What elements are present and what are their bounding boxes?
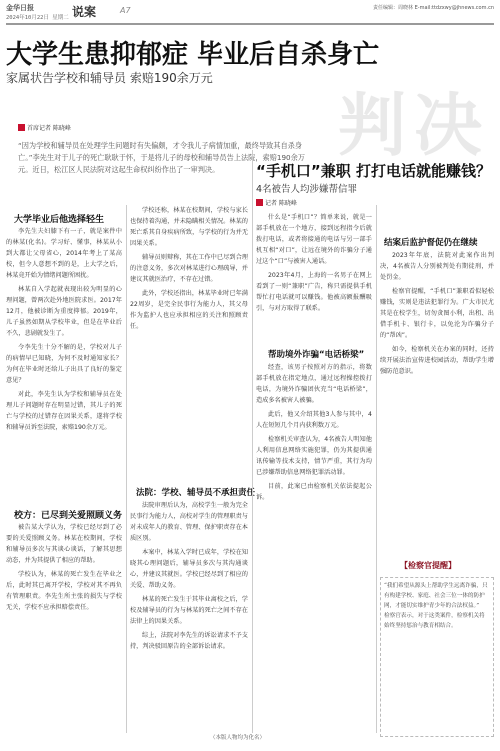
paragraph: 2023年年底，法院对此案作出判决，4名被告人分别被判处有期徒刑，并处罚金。 [380, 252, 494, 281]
main-byline-text: 首席记者 陈晓峰 [27, 125, 71, 132]
paragraph: 如今，检察机关在办案的同时，还持续开展法治宣传进校园活动，帮助学生增强防范意识。 [380, 346, 494, 375]
paragraph: 本案中，林某入学时已成年，学校在知晓其心理问题后，辅导员多次与其沟通谈心，并建议其就医。学校已经尽到了相应的关爱、帮助义务。 [130, 549, 248, 589]
section1-heading: 大学毕业后他选择轻生 [14, 215, 105, 225]
paragraph: 对此，李先生认为学校和辅导员在处理儿子问题时存在明显过错，其儿子的死亡与学校的过错存在因果关系，遂将学校和辅导员诉至法院，索赔190余万元。 [6, 391, 122, 431]
column-3b [256, 362, 372, 506]
paragraph: 综上，法院对李先生的诉讼请求不予支持，判决驳回原告的全部诉讼请求。 [130, 632, 248, 650]
editor-info: 责任编辑：周晓林 E-mail:ttdzxwy@jhnews.com.cn [373, 5, 494, 11]
section3-heading: 法院：学校、辅导员不承担责任 [136, 488, 256, 498]
side-section1-heading: 帮助境外诈骗“电话桥梁” [268, 350, 365, 360]
paragraph: 此外，学校还指出，林某毕业时已年满22周岁，是完全民事行为能力人，其父母作为监护人也应承担相应的关注和照顾责任。 [130, 290, 248, 330]
byline-marker-icon [256, 199, 263, 206]
side-section2-heading: 结案后监护督促仍在继续 [384, 238, 478, 248]
section2-heading: 校方：已尽到关爱照顾义务 [14, 511, 123, 521]
section-name: 说案 [72, 5, 97, 19]
paragraph: 此后，他又介绍其他3人参与其中，4人在短短几个月内获利数万元。 [256, 411, 372, 429]
column-1b [6, 522, 122, 616]
column-3 [256, 212, 372, 317]
footer-note: （本版人物均为化名） [210, 735, 266, 741]
side-byline-text: 记者 陈晓峰 [265, 200, 297, 207]
paragraph: 检察机关审查认为，4名被告人明知他人利用信息网络实施犯罪，仍为其提供通讯传输等技术支持，情节严重，其行为均已涉嫌帮助信息网络犯罪活动罪。 [256, 436, 372, 476]
paragraph: 什么是“手机口”？简单来说，就是一部手机放在一个地方，接到远程指令后就拨打电话，或者将接通的电话与另一部手机互相“对口”，让远在境外的诈骗分子通过这个“口”与被害人通话。 [256, 214, 372, 265]
paragraph: 令李先生十分不解的是，学校对儿子的病情早已知晓，为何不及时通知家长？为何在毕业时还给儿子出具了良好的鉴定意见？ [6, 344, 122, 384]
side-story-subtitle: 4名被告人均涉嫌帮信罪 [256, 184, 358, 195]
paragraph: 经查，该男子按照对方的指示，将数部手机放在指定地点，通过远程操控拨打电话，为境外诈骗团伙充当“电话桥梁”，造成多名被害人被骗。 [256, 364, 372, 404]
column-2 [130, 205, 248, 335]
paragraph: 林某自入学起就表现出较为明显的心理问题，曾两次赴外地医院求医。2017年12月，他被诊断为重度抑郁。2019年，儿子虽然如期从学校毕业，但是在毕业后不久，悲剧就发生了。 [6, 286, 122, 337]
lead-paragraph: “因为学校和辅导员在处理学生问题时有失偏颇，才令我儿子病情加重，最终导致其自杀身亡。”李先生对于儿子的死亡耿耿于怀，于是将儿子的母校和辅导员告上法院，索赔190余万元。近日，松江区人民法院对这起生命权纠纷作出了一审判决。 [18, 141, 305, 174]
main-byline [18, 123, 71, 132]
byline-marker-icon [18, 124, 25, 131]
paragraph: 辅导员则辩称，其在工作中已尽到合理的注意义务，多次对林某进行心理疏导，并建议其就医治疗，不存在过错。 [130, 254, 248, 283]
main-headline: 大学生患抑郁症 毕业后自杀身亡 [6, 40, 380, 70]
paragraph: 检察官表示，对于这类案件，检察机关将始终坚持惩治与教育相结合。 [384, 613, 485, 629]
paragraph: 李先生夫妇膝下有一子，就是案件中的林某(化名)。学习好、懂事，林某从小到大都让父母省心，2014年考上了某高校，但令人意想不到的是，上大学之后，林某竟开始为情绪问题所困扰。 [6, 228, 122, 279]
masthead [6, 3, 494, 25]
column-2b [130, 500, 248, 655]
paper-name: 金华日报 [6, 4, 34, 12]
side-story-title: “手机口”兼职 打打电话就能赚钱？ [256, 162, 491, 180]
paragraph: 目前，此案已由检察机关依法提起公诉。 [256, 483, 372, 501]
paragraph: “我们希望从源头上帮助学生远离诈骗，只有构建学校、家庭、社会三位一体的防护网，才能切实维护青少年的合法权益。” [384, 583, 488, 609]
paragraph: 学校还称，林某在校期间，学校与家长也保持着沟通，并未隐瞒相关情况。林某的死亡系其自身疾病所致，与学校的行为并无因果关系。 [130, 207, 248, 247]
column-4 [380, 250, 494, 380]
column-1 [6, 226, 122, 436]
decorative-judgment-text: 判决 [337, 86, 490, 166]
side-byline [256, 198, 297, 207]
paragraph: 林某的死亡发生于其毕业离校之后，学校及辅导员的行为与林某的死亡之间不存在法律上的因果关系。 [130, 596, 248, 625]
column-divider [252, 150, 253, 733]
column-divider [376, 205, 377, 733]
paragraph: 法院审理后认为，高校学生一般为完全民事行为能力人，高校对学生的管理职责与对未成年人的教育、管理、保护职责存在本质区别。 [130, 502, 248, 542]
issue-date: 2024年10月22日 星期二 [6, 15, 69, 21]
paragraph: 检察官提醒，“手机口”兼职看似轻松赚钱，实则是违法犯罪行为。广大市民尤其是在校学生，切勿贪图小利，出租、出借手机卡、银行卡，以免沦为诈骗分子的“帮凶”。 [380, 288, 494, 339]
column-divider [126, 205, 127, 733]
paragraph: 学校认为，林某的死亡发生在毕业之后，此时其已离开学校，学校对其不再负有管理职责。李先生所主张的损失与学校无关，学校不应承担赔偿责任。 [6, 571, 122, 611]
main-subheadline: 家属状告学校和辅导员 索赔190余万元 [6, 71, 213, 85]
side-section3-heading: 【检察官提醒】 [400, 561, 456, 570]
page-number: A7 [120, 6, 131, 15]
paragraph: 被告某大学认为，学校已经尽到了必要的关爱照顾义务。林某在校期间，学校和辅导员多次与其谈心谈话，了解其思想动态，并为其提供了相应的帮助。 [6, 524, 122, 564]
paragraph: 2023年4月，上海的一名男子在网上看到了一则“兼职”广告，称只需提供手机帮忙打电话就可以赚钱。他被高额报酬吸引，与对方取得了联系。 [256, 272, 372, 312]
prosecutor-reminder-box [380, 577, 494, 737]
